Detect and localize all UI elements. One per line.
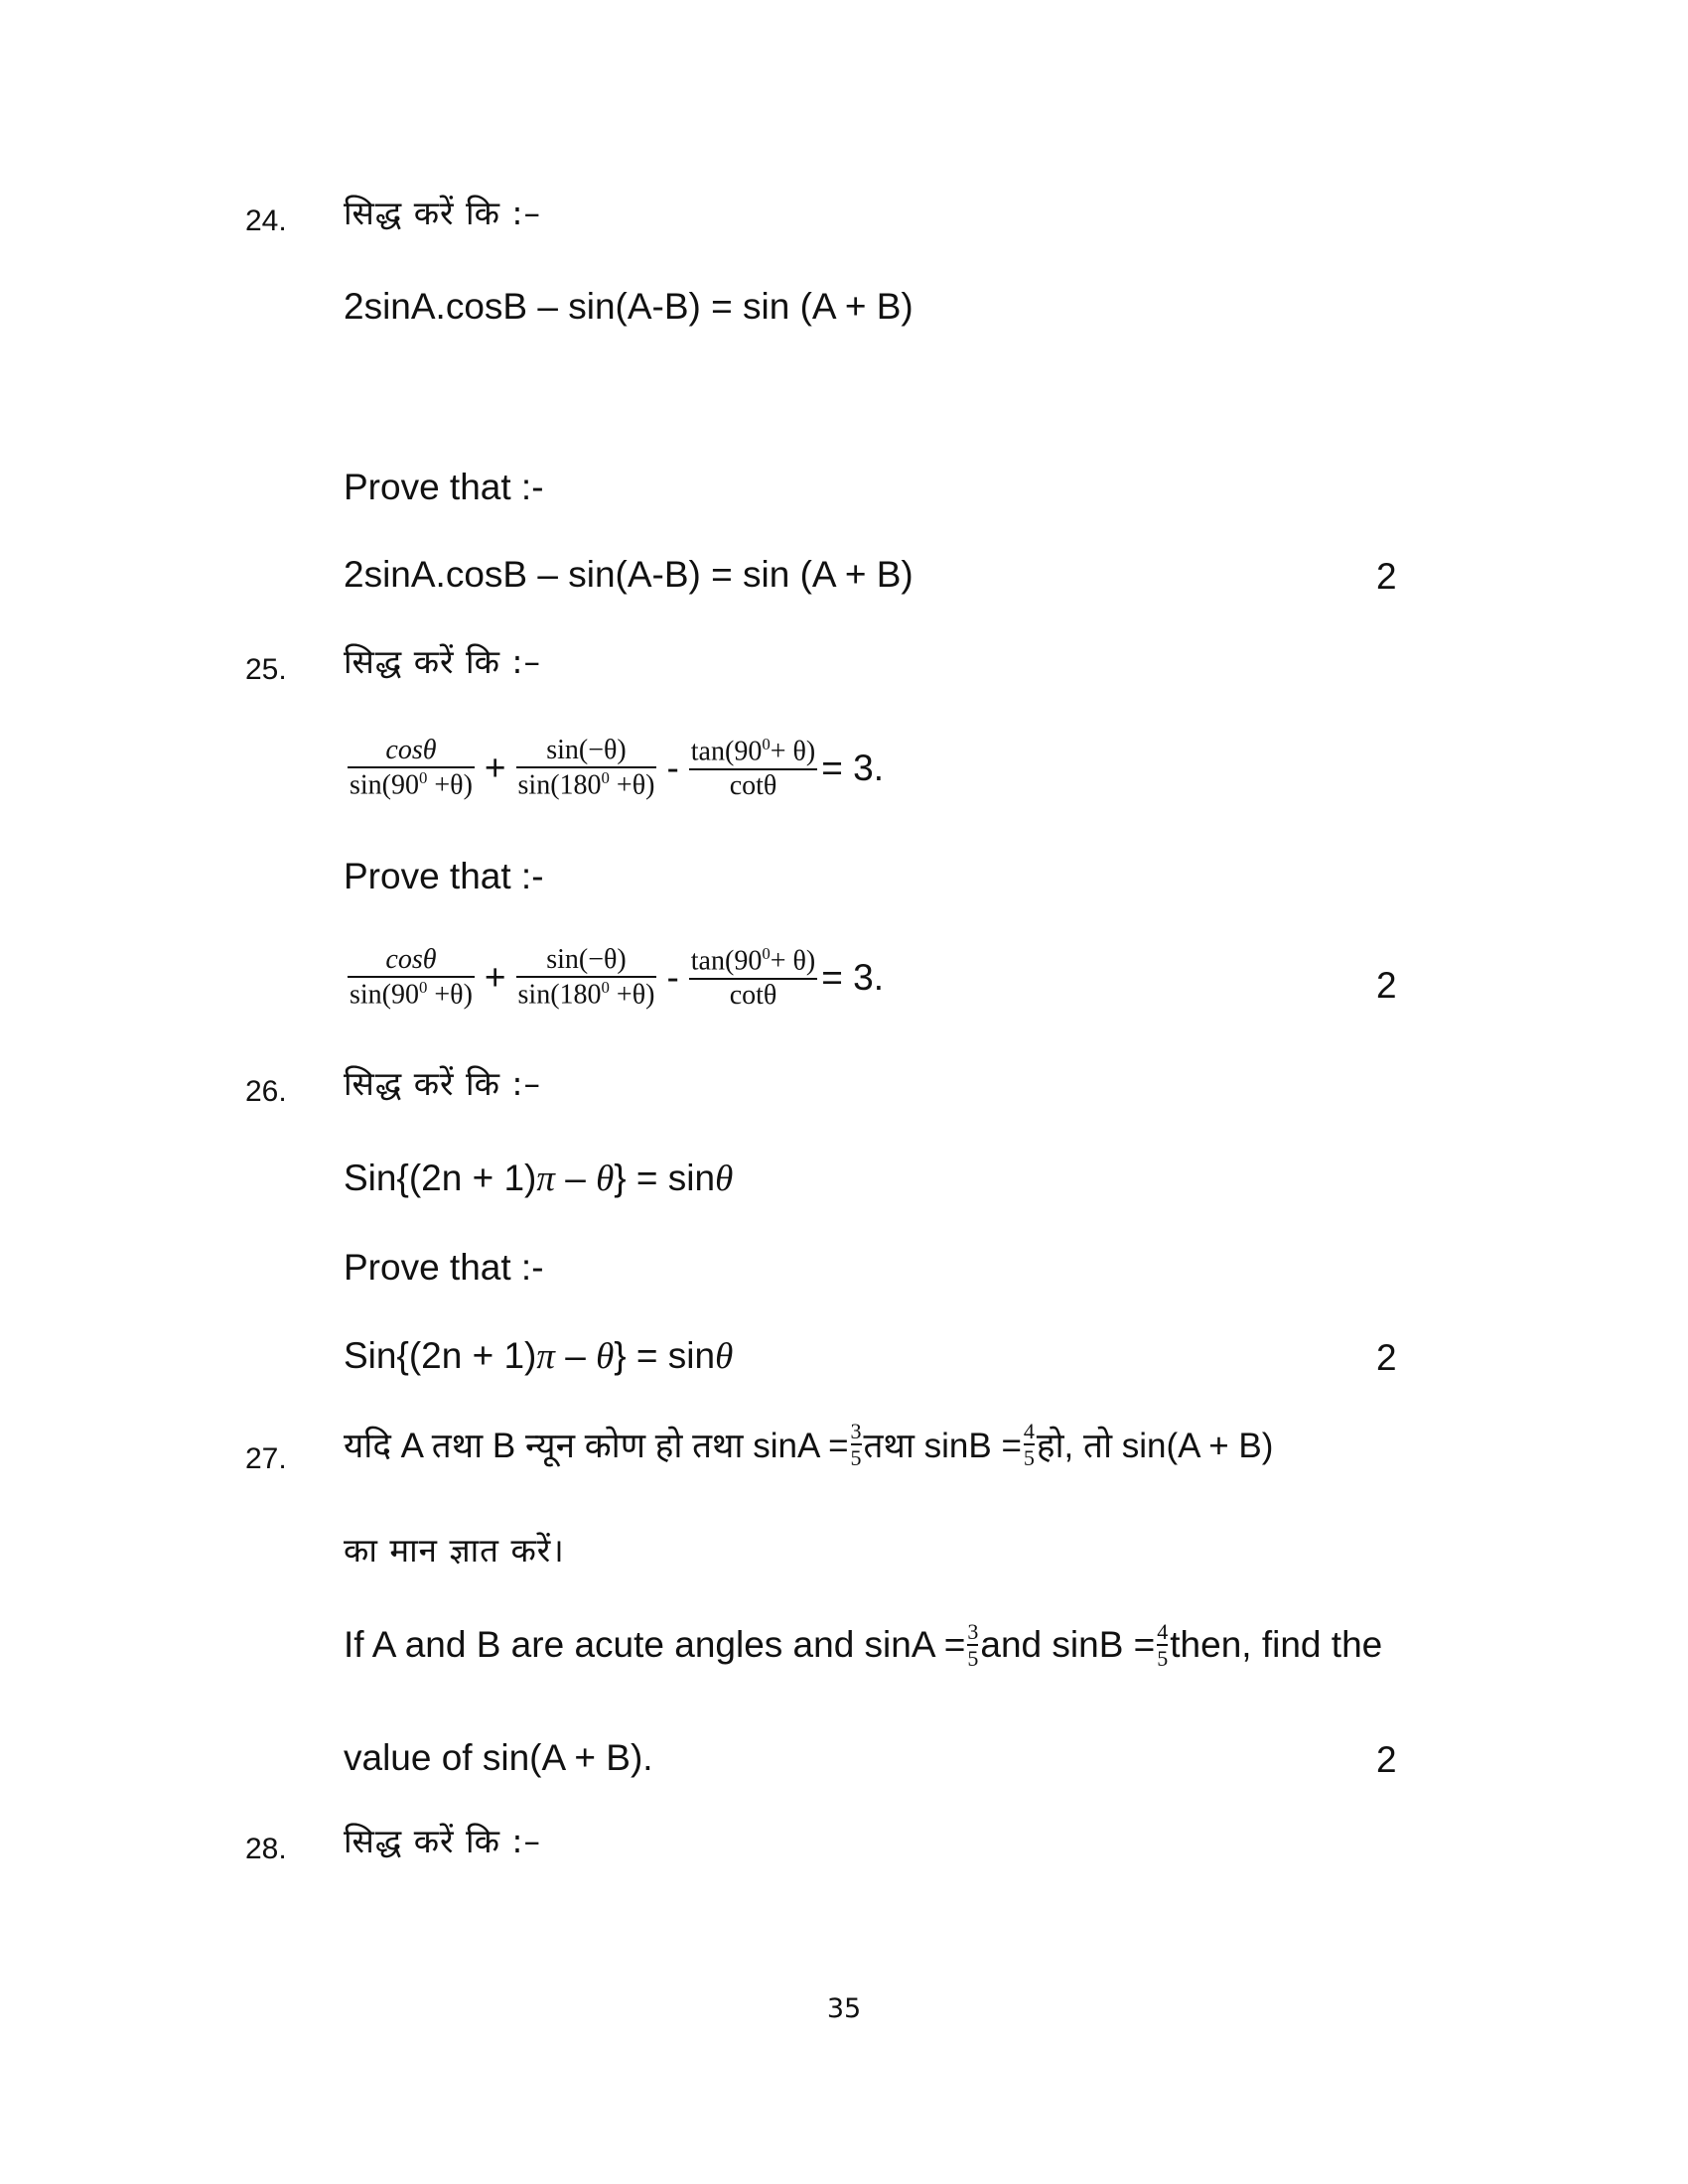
question-number: 28. [245, 1833, 287, 1865]
marks: 2 [1376, 1739, 1397, 1780]
fraction-term-1: $\frac{\cos\theta}{\sin(90^0 +\theta)}$ [350, 735, 473, 801]
hindi-line-2: का मान ज्ञात करें। [344, 1531, 565, 1570]
english-line-1: If A and B are acute angles and sinA = 3 5 and sinB = 4 5 then, find the [344, 1619, 1383, 1672]
fraction-4-5: 4 5 [1157, 1619, 1169, 1672]
english-heading: Prove that :- [344, 467, 544, 507]
english-formula: 2sinA.cosB – sin(A-B) = sin (A + B) [344, 554, 914, 595]
question-number: 25. [245, 653, 287, 686]
question-number: 24. [245, 205, 287, 237]
fraction-term-2: $\frac{\sin(-\theta)}{\sin(180^0 +\theta)}$ [517, 735, 655, 801]
fraction-term-2: $\frac{\sin(-\theta)}{\sin(180^0 +\theta)}$ [517, 944, 655, 1011]
english-heading: Prove that :- [344, 856, 544, 896]
fraction-3-5: 3 5 [967, 1619, 979, 1672]
fraction-term-1: $\frac{\cos\theta}{\sin(90^0 +\theta)}$ [350, 944, 473, 1011]
english-formula: Sin{(2n + 1)π – θ} = sinθ [344, 1335, 734, 1377]
english-line-2: value of sin(A + B). [344, 1737, 653, 1778]
fraction-3-5: 3 5 [850, 1419, 862, 1471]
page-number: 35 [826, 1993, 862, 2024]
hindi-line-1: यदि A तथा B न्यून कोण हो तथा sinA = 3 5 तथा sinB = 4 5 हो, तो sin(A + B) [344, 1419, 1274, 1471]
hindi-formula: Sin{(2n + 1)π – θ} = sinθ [344, 1158, 734, 1199]
marks: 2 [1376, 556, 1397, 597]
english-heading: Prove that :- [344, 1247, 544, 1288]
marks: 2 [1376, 1337, 1397, 1378]
fraction-term-3: $\frac{\tan(90^0+ \theta)}{\cot\theta}$ [690, 944, 816, 1011]
question-number: 27. [245, 1442, 287, 1475]
hindi-heading: सिद्ध करें कि :– [344, 642, 542, 681]
marks: 2 [1376, 965, 1397, 1006]
hindi-heading: सिद्ध करें कि :– [344, 1064, 542, 1103]
hindi-heading: सिद्ध करें कि :– [344, 1822, 542, 1860]
question-number: 26. [245, 1075, 287, 1108]
fraction-term-3: $\frac{\tan(90^0+ \theta)}{\cot\theta}$ [690, 735, 816, 801]
hindi-formula: 2sinA.cosB – sin(A-B) = sin (A + B) [344, 286, 914, 327]
fraction-formula: $\frac{\cos\theta}{\sin(90^0 +\theta)}$ + $\frac{\sin(-\theta)}{\sin(180^0 +\theta)}$ - $\frac{\tan(90^0+ \theta)}{\cot\theta}$ = 3. [350, 944, 884, 1011]
fraction-formula: $\frac{\cos\theta}{\sin(90^0 +\theta)}$ + $\frac{\sin(-\theta)}{\sin(180^0 +\theta)}$ - $\frac{\tan(90^0+ \theta)}{\cot\theta}$ = 3. [350, 735, 884, 801]
hindi-heading: सिद्ध करें कि :– [344, 194, 542, 232]
fraction-4-5: 4 5 [1023, 1419, 1035, 1471]
